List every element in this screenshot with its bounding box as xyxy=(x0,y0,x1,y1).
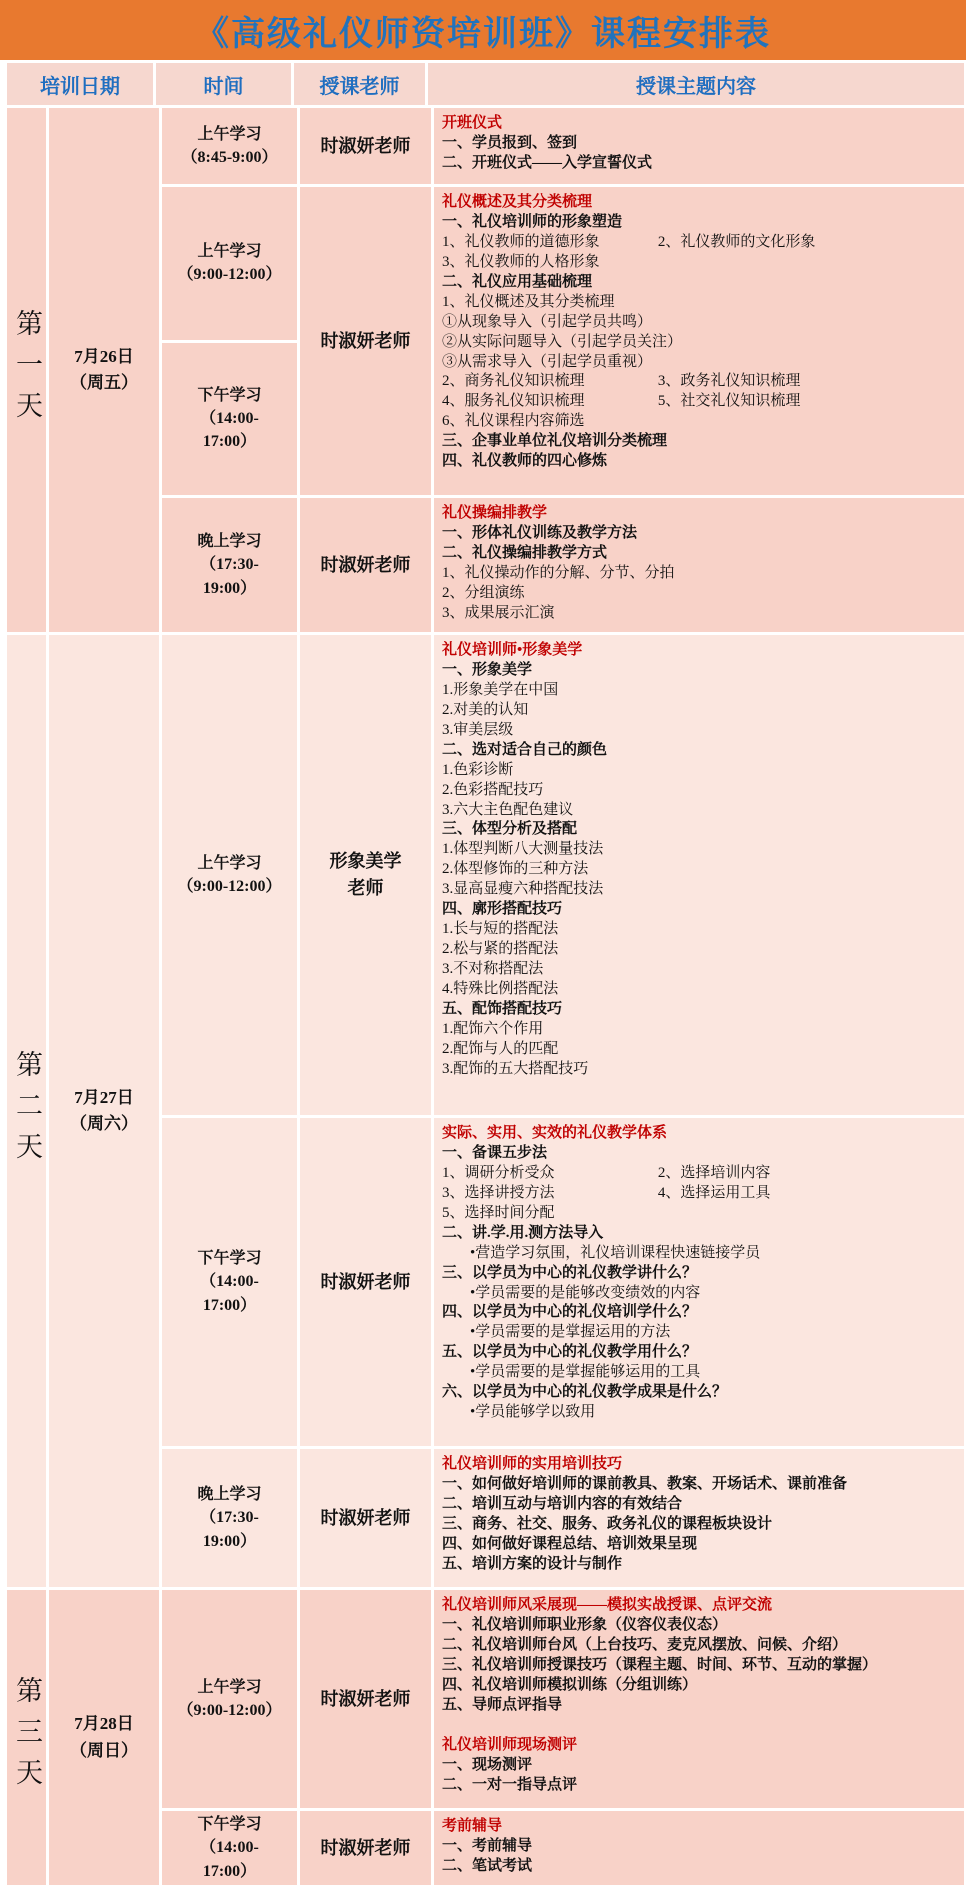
time-line: 下午学习 xyxy=(197,1250,262,1268)
topic-title: 实际、实用、实效的礼仪教学体系 xyxy=(442,1125,668,1141)
content-line: 1、礼仪操动作的分解、分节、分拍 xyxy=(442,564,675,581)
content-line: 3.六大主色配色建议 xyxy=(442,801,574,818)
content-line: 1.色彩诊断 xyxy=(442,761,514,778)
time-line: 上午学习 xyxy=(197,243,262,261)
time-cell xyxy=(162,498,297,632)
content-line: 二、开班仪式——入学宣誓仪式 xyxy=(442,154,653,171)
content-line: 3、礼仪教师的人格形象 xyxy=(442,253,600,270)
teacher-cell xyxy=(300,1590,431,1808)
teacher-cell xyxy=(300,635,431,1115)
teacher-cell xyxy=(300,1811,431,1885)
content-line-pair xyxy=(442,392,956,412)
content-line: 五、以学员为中心的礼仪教学用什么？ xyxy=(442,1344,698,1361)
date-line: 7月28日 xyxy=(74,1714,134,1734)
day-cell xyxy=(7,108,46,632)
teacher-line: 时淑妍老师 xyxy=(320,1837,411,1858)
topic-title: 礼仪培训师现场测评 xyxy=(442,1736,578,1753)
teacher-cell xyxy=(300,498,431,632)
day-group xyxy=(7,1590,964,1885)
table-header-row xyxy=(7,63,964,105)
content-line: 2、商务礼仪知识梳理 xyxy=(442,373,585,390)
teacher-cell xyxy=(300,108,431,184)
time-line: 上午学习 xyxy=(197,1678,262,1696)
teacher-line: 老师 xyxy=(347,878,384,898)
session-row xyxy=(162,108,964,184)
content-cell xyxy=(434,108,964,184)
teacher-cell xyxy=(300,1449,431,1587)
day-label: 第三天 xyxy=(12,1676,42,1799)
time-cell xyxy=(162,1590,297,1808)
time-line: （14:00- xyxy=(200,410,259,428)
content-line: 四、如何做好课程总结、培训效果呈现 xyxy=(442,1535,698,1552)
content-line: 2.色彩搭配技巧 xyxy=(442,781,544,798)
date-cell xyxy=(49,108,159,632)
time-line: （17:30- xyxy=(200,556,259,574)
content-line: 六、以学员为中心的礼仪教学成果是什么？ xyxy=(442,1384,728,1401)
content-line: 1、礼仪概述及其分类梳理 xyxy=(442,293,615,310)
content-line: 二、选对适合自己的颜色 xyxy=(442,741,608,758)
content-line: 2.对美的认知 xyxy=(442,701,529,718)
content-line: 一、礼仪培训师职业形象（仪容仪表仪态） xyxy=(442,1616,728,1633)
time-column xyxy=(162,1449,297,1587)
day-label: 第一天 xyxy=(12,308,42,432)
session-row xyxy=(162,635,964,1115)
content-line: ①从现象导入（引起学员共鸣） xyxy=(442,313,653,330)
schedule-table xyxy=(7,63,964,1885)
topic-title: 礼仪培训师•形象美学 xyxy=(442,642,583,658)
content-cell xyxy=(434,635,964,1115)
content-line: 三、商务、社交、服务、政务礼仪的课程板块设计 xyxy=(442,1515,773,1532)
content-line: 1.配饰六个作用 xyxy=(442,1020,544,1037)
time-line: 上午学习 xyxy=(197,854,262,872)
session-row xyxy=(162,1449,964,1587)
time-line: （14:00- xyxy=(200,1273,259,1291)
topic-title: 礼仪操编排教学 xyxy=(442,505,548,521)
content-line: 一、如何做好培训师的课前教具、教案、开场话术、课前准备 xyxy=(442,1475,848,1492)
time-line: 19:00） xyxy=(202,579,257,597)
session-row xyxy=(162,498,964,632)
session-row xyxy=(162,1811,964,1885)
content-line: 2.松与紧的搭配法 xyxy=(442,941,559,958)
content-line: 一、学员报到、签到 xyxy=(442,134,578,151)
day-cell xyxy=(7,1590,46,1885)
date-line: 7月26日 xyxy=(74,346,134,366)
time-line: 晚上学习 xyxy=(197,1486,262,1504)
content-cell xyxy=(434,1590,964,1808)
content-line: 3、成果展示汇演 xyxy=(442,604,555,621)
date-line: 7月27日 xyxy=(74,1087,134,1107)
topic-title: 开班仪式 xyxy=(442,115,503,131)
content-line: ②从实际问题导入（引起学员关注） xyxy=(442,333,683,350)
content-cell xyxy=(434,1449,964,1587)
time-cell xyxy=(162,108,297,184)
content-line: •学员需要的是掌握能够运用的工具 xyxy=(470,1364,701,1381)
content-line: 2、选择培训内容 xyxy=(657,1164,771,1181)
content-line: •学员需要的是掌握运用的方法 xyxy=(470,1324,671,1341)
time-cell xyxy=(162,187,297,340)
content-line: 2.配饰与人的匹配 xyxy=(442,1040,559,1057)
content-line-pair xyxy=(442,372,956,392)
time-line: 晚上学习 xyxy=(197,533,262,551)
time-column xyxy=(162,187,297,495)
content-line: 四、以学员为中心的礼仪培训学什么？ xyxy=(442,1304,698,1321)
content-line: 3.配饰的五大搭配技巧 xyxy=(442,1060,589,1077)
time-line: 19:00） xyxy=(202,1532,257,1550)
content-line: 二、一对一指导点评 xyxy=(442,1776,578,1793)
content-line: 一、形象美学 xyxy=(442,661,533,678)
teacher-cell xyxy=(300,187,431,495)
content-line: 3.不对称搭配法 xyxy=(442,961,544,977)
content-line: 五、导师点评指导 xyxy=(442,1696,563,1713)
content-line: 2、礼仪教师的文化形象 xyxy=(657,233,816,250)
date-cell xyxy=(49,1590,159,1885)
content-line: •学员需要的是能够改变绩效的内容 xyxy=(470,1284,701,1301)
sessions xyxy=(162,1590,964,1885)
time-cell xyxy=(162,1449,297,1587)
content-line: 二、讲.学.用.测方法导入 xyxy=(442,1224,604,1241)
day-group xyxy=(7,635,964,1587)
teacher-line: 时淑妍老师 xyxy=(320,1507,411,1528)
content-cell xyxy=(434,498,964,632)
content-line: 1、礼仪教师的道德形象 xyxy=(442,233,600,250)
time-line: （17:30- xyxy=(200,1509,259,1527)
content-line: 3.显高显瘦六种搭配技法 xyxy=(442,881,604,898)
content-line: 三、礼仪培训师授课技巧（课程主题、时间、环节、互动的掌握） xyxy=(442,1656,878,1673)
time-column xyxy=(162,1811,297,1885)
content-line: 五、配饰搭配技巧 xyxy=(442,1000,563,1017)
time-line: 上午学习 xyxy=(197,125,262,143)
day-group xyxy=(7,108,964,632)
time-column xyxy=(162,1590,297,1808)
col-header-teacher: 授课老师 xyxy=(294,63,425,105)
content-cell xyxy=(434,1811,964,1885)
topic-title: 礼仪培训师的实用培训技巧 xyxy=(442,1456,623,1472)
content-line: 一、礼仪培训师的形象塑造 xyxy=(442,213,623,230)
time-column xyxy=(162,635,297,1115)
date-line: （周日） xyxy=(70,1740,138,1760)
content-line: ③从需求导入（引起学员重视） xyxy=(442,353,653,370)
title-bar xyxy=(0,0,966,60)
time-line: 17:00） xyxy=(202,1862,257,1880)
content-line: 1.形象美学在中国 xyxy=(442,681,559,698)
content-line: 一、形体礼仪训练及教学方法 xyxy=(442,524,638,541)
time-column xyxy=(162,1118,297,1446)
session-row xyxy=(162,187,964,495)
content-line: 4.特殊比例搭配法 xyxy=(442,980,559,997)
topic-title: 考前辅导 xyxy=(442,1818,503,1834)
col-header-topic: 授课主题内容 xyxy=(428,63,964,105)
content-cell xyxy=(434,187,964,495)
content-line: 5、社交礼仪知识梳理 xyxy=(657,393,801,410)
session-row xyxy=(162,1118,964,1446)
time-column xyxy=(162,498,297,632)
time-line: 17:00） xyxy=(202,1296,257,1314)
page-title: 《高级礼仪师资培训班》课程安排表 xyxy=(195,15,771,53)
topic-title: 礼仪培训师风采展现——模拟实战授课、点评交流 xyxy=(442,1597,773,1613)
content-line: 一、考前辅导 xyxy=(442,1837,533,1854)
content-line: 二、培训互动与培训内容的有效结合 xyxy=(442,1495,683,1512)
day-label: 第二天 xyxy=(12,1049,42,1173)
content-line-pair xyxy=(442,1184,956,1204)
content-line: 5、选择时间分配 xyxy=(442,1204,555,1221)
time-column xyxy=(162,108,297,184)
time-cell xyxy=(162,343,297,496)
content-line: 4、选择运用工具 xyxy=(657,1184,771,1201)
day-cell xyxy=(7,635,46,1587)
content-line: 三、以学员为中心的礼仪教学讲什么？ xyxy=(442,1264,698,1281)
content-line: •学员能够学以致用 xyxy=(470,1404,596,1421)
teacher-line: 时淑妍老师 xyxy=(320,1271,411,1292)
content-line: 四、礼仪培训师模拟训练（分组训练） xyxy=(442,1676,698,1693)
content-line: 二、礼仪应用基础梳理 xyxy=(442,273,593,290)
content-line-pair xyxy=(442,1164,956,1184)
teacher-line: 形象美学 xyxy=(329,851,402,871)
date-line: （周六） xyxy=(70,1114,138,1133)
date-line: （周五） xyxy=(70,373,138,392)
content-line: 3.审美层级 xyxy=(442,721,514,738)
content-line: 3、选择讲授方法 xyxy=(442,1184,555,1201)
content-line: 二、礼仪操编排教学方式 xyxy=(442,544,608,561)
time-line: （9:00-12:00） xyxy=(177,266,282,284)
teacher-line: 时淑妍老师 xyxy=(320,330,411,351)
content-line: 一、备课五步法 xyxy=(442,1144,548,1161)
content-line: 三、企事业单位礼仪培训分类梳理 xyxy=(442,433,668,450)
content-line-pair xyxy=(442,233,956,253)
time-line: 下午学习 xyxy=(197,386,262,404)
content-line: 2、分组演练 xyxy=(442,584,525,601)
time-line: 17:00） xyxy=(202,433,257,451)
session-row xyxy=(162,1590,964,1808)
content-line: 6、礼仪课程内容筛选 xyxy=(442,413,585,430)
content-line: 4、服务礼仪知识梳理 xyxy=(442,393,585,410)
time-cell xyxy=(162,1811,297,1885)
teacher-line: 时淑妍老师 xyxy=(320,1688,411,1709)
time-cell xyxy=(162,635,297,1115)
col-header-time: 时间 xyxy=(156,63,291,105)
time-line: （8:45-9:00） xyxy=(181,149,278,166)
content-line: 1.体型判断八大测量技法 xyxy=(442,841,604,858)
content-cell xyxy=(434,1118,964,1446)
time-line: （14:00- xyxy=(200,1839,259,1857)
content-line: 二、礼仪培训师台风（上台技巧、麦克风摆放、问候、介绍） xyxy=(442,1636,848,1653)
content-line: 1.长与短的搭配法 xyxy=(442,921,559,938)
time-line: （9:00-12:00） xyxy=(177,1702,282,1719)
teacher-cell xyxy=(300,1118,431,1446)
content-line: 四、廓形搭配技巧 xyxy=(442,901,563,918)
date-cell xyxy=(49,635,159,1587)
content-gap xyxy=(442,1716,956,1736)
content-line: 3、政务礼仪知识梳理 xyxy=(657,373,801,390)
sessions xyxy=(162,108,964,632)
teacher-line: 时淑妍老师 xyxy=(320,554,411,575)
time-line: 下午学习 xyxy=(197,1816,262,1834)
topic-title: 礼仪概述及其分类梳理 xyxy=(442,194,593,210)
content-line: 四、礼仪教师的四心修炼 xyxy=(442,453,608,470)
col-header-date: 培训日期 xyxy=(7,63,153,105)
time-line: （9:00-12:00） xyxy=(177,878,282,895)
content-line: 二、笔试考试 xyxy=(442,1857,533,1874)
time-cell xyxy=(162,1118,297,1446)
content-line: 三、体型分析及搭配 xyxy=(442,821,578,838)
content-line: 一、现场测评 xyxy=(442,1756,533,1773)
content-line: 2.体型修饰的三种方法 xyxy=(442,861,589,878)
content-line: 五、培训方案的设计与制作 xyxy=(442,1555,623,1572)
teacher-line: 时淑妍老师 xyxy=(320,135,411,156)
content-line: 1、调研分析受众 xyxy=(442,1164,555,1181)
sessions xyxy=(162,635,964,1587)
content-line: •营造学习氛围，礼仪培训课程快速链接学员 xyxy=(470,1244,761,1261)
